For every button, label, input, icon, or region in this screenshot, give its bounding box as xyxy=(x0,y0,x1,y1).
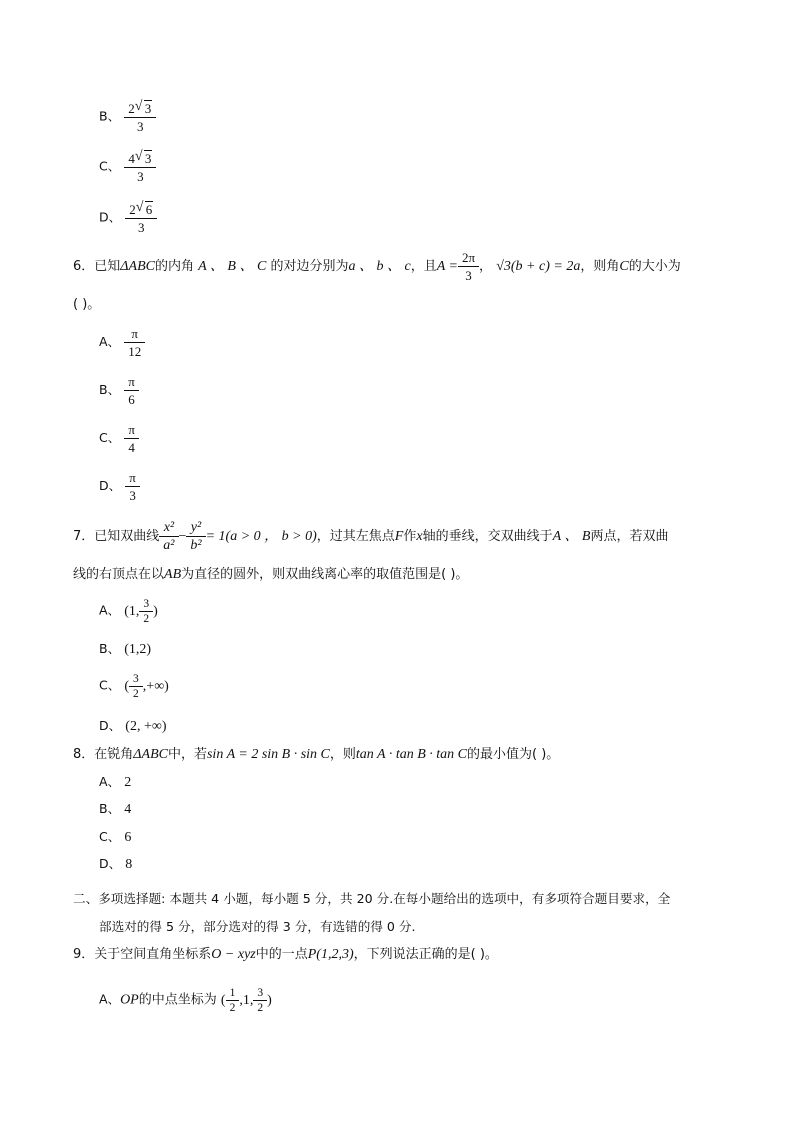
math-expr: C xyxy=(619,259,629,274)
stem-text: ，则角 xyxy=(580,259,620,274)
fraction xyxy=(126,100,154,134)
numerator: x² xyxy=(163,520,175,535)
stem-text: 的中点坐标为 xyxy=(138,992,217,1008)
q6-option-c[interactable] xyxy=(99,422,139,455)
stem-text: 作 xyxy=(403,529,417,544)
math-expr: − xyxy=(178,529,187,544)
option-label: A、 xyxy=(99,602,121,618)
denominator: 3 xyxy=(124,117,156,134)
interval: ( $\frac{3}{2}$ ,+∞) xyxy=(124,673,169,700)
section-heading: 二、多项选择题: 本题共 4 小题，每小题 5 分，共 20 分.在每小题给出的选项中，有多项符合题目要求，全 xyxy=(73,891,671,906)
numerator: π xyxy=(131,326,138,341)
stem-text: 线的右顶点在以 xyxy=(73,567,165,582)
coordinate: ( $\frac{1}{2}$ ,1, $\frac{3}{2}$ ) xyxy=(220,987,272,1014)
fraction xyxy=(161,520,176,553)
question-number: 8． xyxy=(73,747,95,762)
stem-text: ，过其左焦点 xyxy=(316,529,395,544)
q8-stem xyxy=(73,746,559,764)
denominator: 4 xyxy=(124,438,139,455)
option-label: A、 xyxy=(99,991,121,1007)
option-label: D、 xyxy=(99,478,122,493)
q5-option-c[interactable] xyxy=(99,150,156,184)
stem-text: 关于空间直角坐标系 xyxy=(94,947,212,962)
fraction xyxy=(126,150,154,184)
stem-text: 中的一点 xyxy=(255,947,308,962)
interval: (1,2) xyxy=(124,642,152,657)
q9-stem xyxy=(73,946,498,964)
section-heading-line2: 部选对的得 5 分，部分选对的得 3 分，有选错的得 0 分. xyxy=(99,919,416,934)
question-number: 6． xyxy=(73,259,95,274)
stem-text: 的内角 xyxy=(154,259,194,274)
option-label: B、 xyxy=(99,382,121,397)
q7-stem-line2 xyxy=(73,566,468,584)
math-expr: P(1,2,3) xyxy=(307,947,354,962)
stem-text: ，则 xyxy=(329,747,356,762)
numerator: π xyxy=(128,422,135,437)
stem-text: 在锐角 xyxy=(94,747,134,762)
math-expr: O − xyz xyxy=(211,947,256,962)
fraction xyxy=(126,374,137,407)
stem-text: ( )。 xyxy=(73,297,101,312)
numerator: 3 xyxy=(133,673,139,685)
math-expr: F xyxy=(394,529,404,544)
math-expr: √3(b + c) = 2a xyxy=(496,259,581,274)
fraction xyxy=(228,987,238,1014)
stem-text: 的大小为 xyxy=(628,259,681,274)
math-expr: ΔABC xyxy=(120,259,155,274)
denominator: 2 xyxy=(253,1000,267,1014)
option-label: B、 xyxy=(99,801,121,816)
option-label: C、 xyxy=(99,677,121,693)
denominator: 3 xyxy=(124,167,156,184)
option-label: D、 xyxy=(99,718,122,733)
numerator: π xyxy=(128,374,135,389)
option-label: C、 xyxy=(99,430,121,445)
option-label: B、 xyxy=(99,108,121,124)
stem-text: 已知 xyxy=(94,259,121,274)
math-expr: A = xyxy=(436,259,458,274)
stem-text: 的最小值为( )。 xyxy=(467,747,560,762)
denominator: 2 xyxy=(129,686,143,700)
interval: (2, +∞) xyxy=(125,719,167,734)
fraction xyxy=(141,598,151,625)
numerator: 2π xyxy=(461,250,476,265)
q5-option-d[interactable] xyxy=(99,201,157,235)
q7-option-d[interactable] xyxy=(99,717,166,736)
denominator: 2 xyxy=(139,611,153,625)
fraction xyxy=(255,987,265,1014)
denominator: 3 xyxy=(125,218,157,235)
numerator: y² xyxy=(190,520,202,535)
denominator: 6 xyxy=(124,390,139,407)
option-value: 2 xyxy=(124,775,132,790)
q6-stem xyxy=(73,250,681,283)
option-value: 4 xyxy=(124,802,132,817)
denominator: 3 xyxy=(458,266,479,283)
numerator: 2 √ 6 xyxy=(129,200,153,217)
option-label: C、 xyxy=(99,829,121,844)
q8-option-d[interactable] xyxy=(99,855,132,874)
stem-text: 的对边分别为 xyxy=(270,259,349,274)
math-expr: sin A = 2 sin B · sin C xyxy=(206,747,330,762)
denominator: 2 xyxy=(226,1000,240,1014)
math-expr: A 、 B 、 C xyxy=(198,259,267,274)
option-label: A、 xyxy=(99,774,121,789)
question-number: 9． xyxy=(73,947,95,962)
stem-text: 已知双曲线 xyxy=(94,529,160,544)
fraction xyxy=(126,326,143,359)
stem-text: ， xyxy=(479,259,493,274)
q8-option-a[interactable] xyxy=(99,773,131,792)
question-number: 7． xyxy=(73,529,95,544)
math-expr: = 1(a > 0 ， b > 0) xyxy=(205,529,317,544)
denominator: a² xyxy=(159,536,178,553)
math-expr: tan A · tan B · tan C xyxy=(355,747,468,762)
stem-text: 为直径的圆外，则双曲线离心率的取值范围是( )。 xyxy=(181,567,469,582)
math-expr: A 、 B xyxy=(552,529,591,544)
q8-option-b[interactable] xyxy=(99,800,131,819)
stem-text: ，且 xyxy=(410,259,437,274)
fraction xyxy=(127,470,138,503)
math-expr: x xyxy=(416,529,423,544)
denominator: b² xyxy=(186,536,205,553)
numerator: 2 √ 3 xyxy=(128,99,152,116)
numerator: π xyxy=(129,470,136,485)
math-expr: a 、 b 、 c xyxy=(348,259,411,274)
interval: (1, $\frac{3}{2}$ ) xyxy=(124,598,158,625)
q6-option-b[interactable] xyxy=(99,374,139,407)
option-value: 6 xyxy=(124,830,132,845)
q6-stem-line2 xyxy=(73,296,100,314)
q9-option-a[interactable] xyxy=(99,987,272,1014)
option-label: A、 xyxy=(99,334,121,349)
numerator: 3 xyxy=(143,598,150,610)
fraction xyxy=(127,201,155,235)
numerator: 3 xyxy=(257,987,264,999)
stem-text: ，下列说法正确的是( )。 xyxy=(353,947,498,962)
option-label: B、 xyxy=(99,641,121,656)
q5-option-b[interactable] xyxy=(99,100,156,134)
numerator: 1 xyxy=(229,987,236,999)
q7-option-b[interactable] xyxy=(99,640,151,659)
math-expr: AB xyxy=(164,567,182,582)
q6-option-d[interactable] xyxy=(99,470,140,503)
fraction xyxy=(126,422,137,455)
fraction xyxy=(460,250,477,283)
option-label: D、 xyxy=(99,856,122,871)
option-value: 8 xyxy=(125,857,133,872)
denominator: 3 xyxy=(125,486,140,503)
fraction xyxy=(188,520,203,553)
q7-option-c[interactable] xyxy=(99,673,169,700)
stem-text: 两点，若双曲 xyxy=(590,529,669,544)
option-label: D、 xyxy=(99,209,122,225)
q7-option-a[interactable] xyxy=(99,598,158,625)
option-label: C、 xyxy=(99,158,121,174)
denominator: 12 xyxy=(124,342,145,359)
fraction xyxy=(131,673,141,700)
math-expr: ΔABC xyxy=(133,747,168,762)
stem-text: 轴的垂线，交双曲线于 xyxy=(422,529,553,544)
stem-text: 中，若 xyxy=(167,747,207,762)
q6-option-a[interactable] xyxy=(99,326,145,359)
q8-option-c[interactable] xyxy=(99,828,131,847)
q7-stem xyxy=(73,520,668,553)
math-expr: OP xyxy=(120,992,139,1008)
numerator: 4 √ 3 xyxy=(128,149,152,166)
